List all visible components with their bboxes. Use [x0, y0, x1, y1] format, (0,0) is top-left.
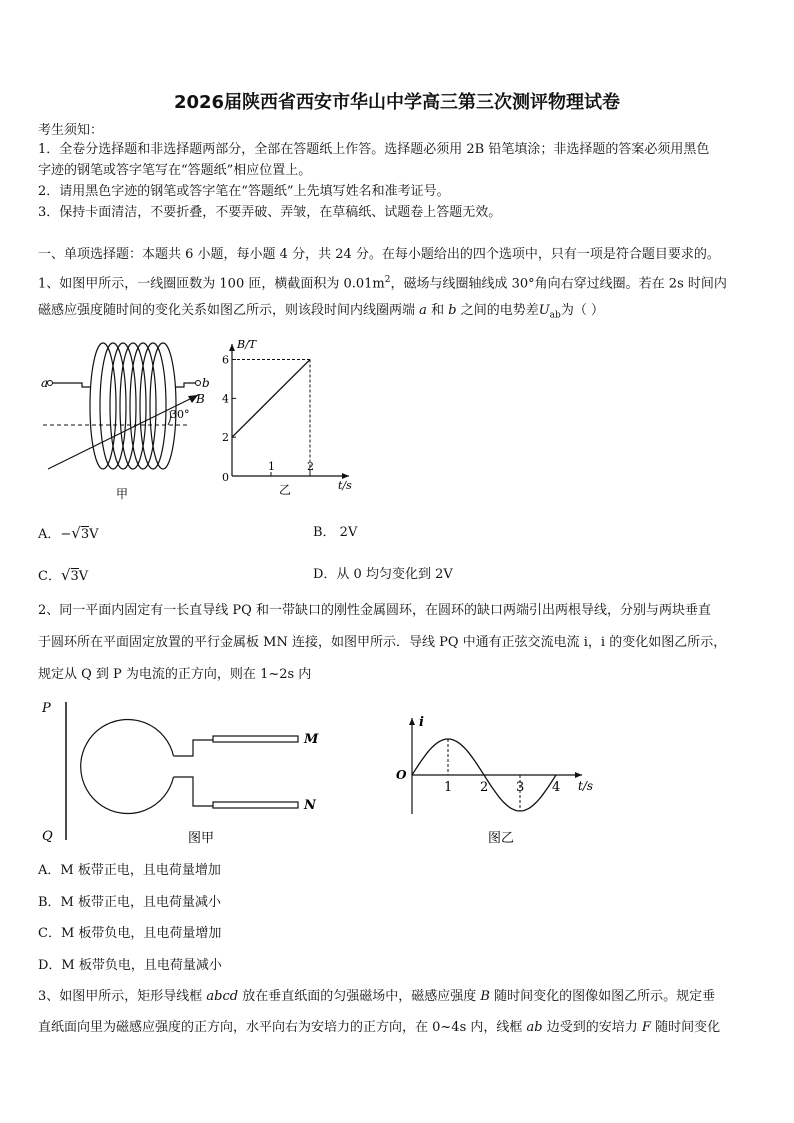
origin-label: O — [396, 768, 407, 782]
radicand: 3 — [70, 569, 79, 584]
sqrt-icon: √ — [71, 524, 81, 542]
y-tick-label: 6 — [222, 353, 229, 367]
q1-option-a[interactable] — [38, 524, 99, 544]
q1-option-b[interactable]: B． 2V — [313, 525, 358, 540]
q1-option-d[interactable]: D．从 0 均匀变化到 2V — [313, 567, 453, 582]
terminal-a — [48, 381, 53, 386]
metal-ring — [81, 720, 174, 814]
terminal-b — [196, 381, 201, 386]
caption-yi: 乙 — [279, 483, 292, 496]
var-U-sub: ab — [549, 310, 561, 321]
lead-lower — [174, 777, 214, 806]
option-letter: C． — [38, 569, 61, 584]
unit: V — [78, 569, 89, 584]
sqrt-icon: √ — [60, 566, 71, 584]
q1-text: 为（ ） — [560, 303, 604, 318]
q2-option-b[interactable]: B．M 板带正电，且电荷量减小 — [38, 895, 221, 910]
y-axis-label: B/T — [237, 338, 257, 351]
label-Q: Q — [42, 829, 53, 844]
q3-text: 3、如图甲所示，矩形导线框 — [38, 989, 203, 1004]
q3-text: 随时间变化 — [655, 1020, 721, 1035]
minus-sign: − — [60, 527, 72, 542]
q1-line-2 — [38, 302, 604, 325]
var-F: F — [641, 1020, 651, 1035]
var-B: B — [480, 989, 490, 1004]
y-axis-arrow-icon — [229, 344, 235, 351]
notice-item-1-cont: 字迹的钢笔或答字笔写在“答题纸”相应位置上。 — [38, 163, 312, 178]
q2-line-1: 2、同一平面内固定有一长直导线 PQ 和一带缺口的刚性金属圆环，在圆环的缺口两端引出两根导线，分别与两块垂直 — [38, 603, 711, 618]
lead-a — [50, 383, 90, 387]
q3-text: 放在垂直纸面的匀强磁场中，磁感应强度 — [242, 989, 477, 1004]
notice-item-2: 2．请用黑色字迹的钢笔或答字笔在“答题纸”上先填写姓名和准考证号。 — [38, 184, 450, 199]
unit: V — [89, 527, 99, 542]
q1-line-1 — [38, 271, 727, 293]
coil-loop — [90, 343, 116, 469]
notice-heading: 考生须知： — [38, 123, 104, 138]
section-heading: 一、单项选择题：本题共 6 小题，每小题 4 分，共 24 分。在每小题给出的四个选项中，只有一项是符合题目要求的。 — [38, 247, 720, 262]
field-line — [48, 395, 198, 469]
label-a: a — [41, 376, 49, 390]
lead-upper — [174, 740, 214, 756]
plate-n — [213, 802, 298, 808]
q2-it-graph — [390, 712, 605, 848]
lead-b — [176, 383, 198, 387]
coil-loop — [130, 343, 156, 469]
x-tick-label: 3 — [516, 780, 525, 795]
q1-text: 之间的电势差 — [460, 303, 539, 318]
y-tick-label: 4 — [222, 392, 229, 406]
x-axis-label: t/s — [338, 479, 352, 492]
x-tick-label: 1 — [444, 780, 453, 795]
origin-label: 0 — [222, 471, 229, 484]
coil-loop — [150, 343, 176, 469]
q2-line-2: 于圆环所在平面固定放置的平行金属板 MN 连接，如图甲所示．导线 PQ 中通有正弦交流电流 i，i 的变化如图乙所示， — [38, 635, 727, 650]
q2-ring-figure — [38, 696, 338, 848]
label-B: B — [196, 392, 205, 406]
q3-line-1 — [38, 988, 715, 1006]
page-title: 2026届陕西省西安市华山中学高三第三次测评物理试卷 — [173, 92, 621, 113]
caption-jia: 甲 — [116, 487, 129, 501]
label-M: M — [304, 732, 319, 747]
x-tick-label: 2 — [480, 780, 489, 795]
var-abcd: abcd — [206, 989, 239, 1004]
label-P: P — [42, 701, 51, 716]
label-N: N — [304, 798, 316, 813]
q2-option-d[interactable]: D．M 板带负电，且电荷量减小 — [38, 958, 222, 973]
notice-item-1: 1．全卷分选择题和非选择题两部分，全部在答题纸上作答。选择题必须用 2B 铅笔填涂；非选择题的答案必须用黑色 — [38, 142, 710, 157]
q1-bt-graph — [212, 336, 362, 496]
coil-loop — [100, 343, 126, 469]
y-axis-label: i — [419, 715, 424, 730]
x-tick-label: 1 — [268, 460, 275, 473]
coil-loop — [140, 343, 166, 469]
q3-text: 随时间变化的图像如图乙所示。规定垂 — [494, 989, 716, 1004]
q2-option-a[interactable]: A．M 板带正电，且电荷量增加 — [38, 863, 221, 878]
var-ab: ab — [526, 1020, 543, 1035]
x-tick-label: 4 — [552, 780, 561, 795]
q2-line-3: 规定从 Q 到 P 为电流的正方向，则在 1~2s 内 — [38, 667, 312, 682]
q1-text: 1、如图甲所示，一线圈匝数为 100 匝，横截面积为 0.01m — [38, 276, 385, 292]
label-b: b — [202, 376, 210, 390]
radicand: 3 — [80, 527, 90, 542]
var-a: a — [419, 303, 427, 318]
var-b: b — [448, 303, 457, 318]
q1-text: 磁感应强度随时间的变化关系如图乙所示，则该段时间内线圈两端 — [38, 303, 416, 318]
q1-sup: 2 — [384, 275, 391, 285]
q2-option-c[interactable]: C．M 板带负电，且电荷量增加 — [38, 926, 222, 941]
var-U: U — [538, 303, 550, 318]
coil-loop — [120, 343, 146, 469]
series-line — [232, 360, 310, 438]
x-tick-label: 2 — [307, 460, 314, 473]
q3-text: 边受到的安培力 — [546, 1020, 638, 1035]
q1-coil-figure — [38, 336, 218, 506]
plate-m — [213, 736, 298, 742]
notice-item-3: 3．保持卡面清洁，不要折叠，不要弄破、弄皱，在草稿纸、试题卷上答题无效。 — [38, 205, 502, 220]
label-angle: 30° — [170, 408, 190, 421]
coil-loop — [110, 343, 136, 469]
option-letter: A． — [38, 527, 61, 542]
q1-option-c[interactable] — [38, 566, 88, 586]
y-tick-label: 2 — [222, 431, 229, 445]
x-axis-arrow-icon — [575, 772, 582, 778]
caption-fig-yi: 图乙 — [488, 831, 515, 846]
x-axis-label: t/s — [578, 779, 594, 793]
q1-text: 和 — [431, 303, 445, 318]
q3-line-2 — [38, 1019, 720, 1037]
caption-fig-jia: 图甲 — [188, 831, 215, 846]
q1-text: ，磁场与线圈轴线成 30°角向右穿过线圈。若在 2s 时间内 — [390, 276, 727, 292]
y-axis-arrow-icon — [409, 718, 415, 725]
q3-text: 直纸面向里为磁感应强度的正方向，水平向右为安培力的正方向，在 0~4s 内，线框 — [38, 1020, 523, 1035]
